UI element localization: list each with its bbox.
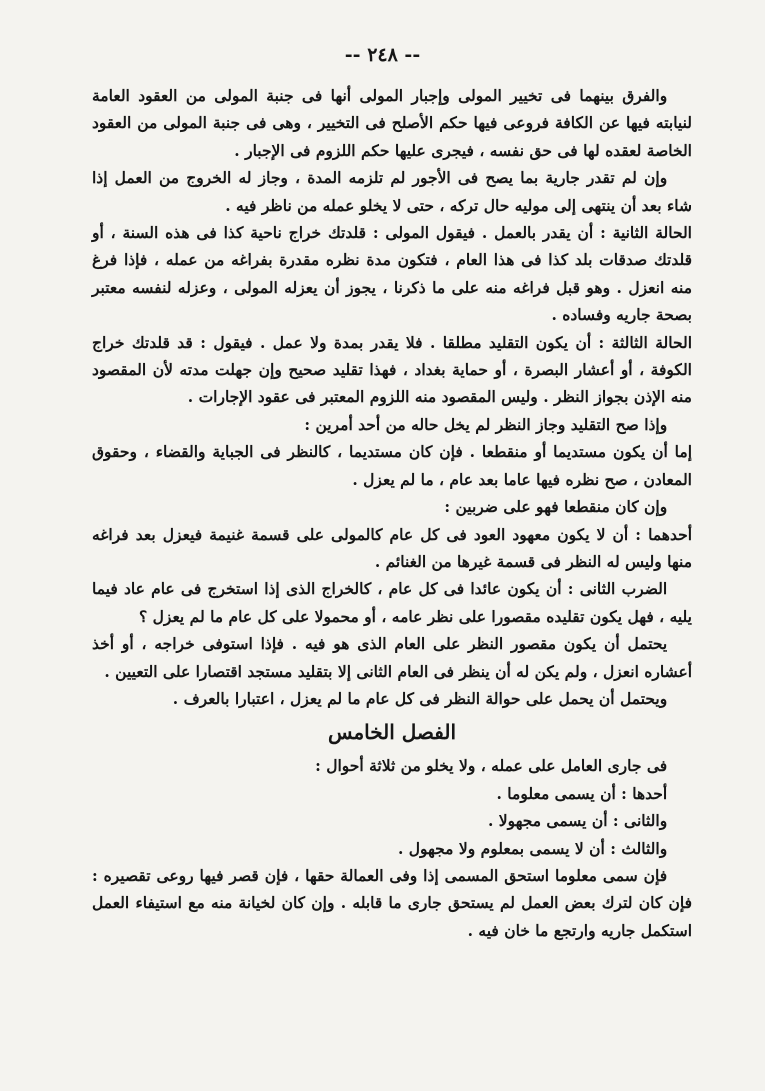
paragraph: ويحتمل أن يحمل على حوالة النظر فى كل عام ما لم يعزل ، اعتبارا بالعرف . <box>172 688 668 708</box>
paragraph: يحتمل أن يكون مقصور النظر على العام الذى هو فيه . فإذا استوفى خراجه ، أو أخذ أعشاره انعزل ، ولم يكن له أن ينظر فى العام الثانى إلا بتقليد مستجد اقتصارا على التعيين . <box>92 634 692 681</box>
section-heading: الفصل الخامس <box>327 720 457 745</box>
paragraph: وإذا صح التقليد وجاز النظر لم يخل حاله من أحد أمرين : <box>304 414 668 434</box>
paragraph: والفرق بينهما فى تخيير المولى وإجبار المولى أنها فى جنبة المولى من العقود العامة لنيابته فيها عن الكافة فروعى فيها حكم الأصلح فى التخيير ، وهى فى جنبة المولى من العقود الخاصة لعقده لها فى حق نفسه ، فيجرى عليها حكم اللزوم فى الإجبار . <box>92 86 692 160</box>
paragraph: الحالة الثانية : أن يقدر بالعمل . فيقول المولى : قلدتك خراج ناحية كذا فى هذه السنة ، أو قلدتك صدقات بلد كذا فى هذا العام ، فتكون مدة نظره مقدرة بفراغه من عمله ، فإذا فرغ منه انعزل . وهو قبل فراغه منه على ما ذكرنا ، يجوز أن يعزله المولى ، وعزله لنفسه معتبر بصحة جاريه وفساده . <box>92 223 692 325</box>
paragraph: وإن لم تقدر جارية بما يصح فى الأجور لم تلزمه المدة ، وجاز له الخروج من العمل إذا شاء بعد أن ينتهى إلى موليه حال تركه ، حتى لا يخلو عمله من ناظر فيه . <box>92 168 692 215</box>
paragraph: أحدهما : أن لا يكون معهود العود فى كل عام كالمولى على قسمة غنيمة فيعزل بعد فراغه منها وليس له النظر فى قسمة غيرها من الغنائم . <box>92 524 692 571</box>
document-body <box>92 82 692 944</box>
paragraph: إما أن يكون مستديما أو منقطعا . فإن كان مستديما ، كالنظر فى الجباية والقضاء ، وحقوق المعادن ، صح نظره فيها عاما بعد عام ، ما لم يعزل . <box>92 442 692 489</box>
paragraph: فى جارى العامل على عمله ، ولا يخلو من ثلاثة أحوال : <box>315 756 668 776</box>
paragraph: فإن سمى معلوما استحق المسمى إذا وفى العمالة حقها ، فإن قصر فيها روعى تقصيره : فإن كان لترك بعض العمل لم يستحق جارى ما قابله . وإن كان لخيانة منه مع استيفاء العمل استكمل جاريه وارتجع ما خان فيه . <box>92 865 692 940</box>
paragraph: الضرب الثانى : أن يكون عائدا فى كل عام ، كالخراج الذى إذا استخرج فى عام عاد فيما يليه ، فهل يكون تقليده مقصورا على نظر عامه ، أو محمولا على كل عام ما لم يعزل ؟ <box>92 579 692 626</box>
paragraph: الحالة الثالثة : أن يكون التقليد مطلقا . فلا يقدر بمدة ولا عمل . فيقول : قد قلدتك خراج الكوفة ، أو أعشار البصرة ، أو حماية بغداد ، فهذا تقليد صحيح وإن جهلت مدته لأن المقصود منه الإذن بجواز النظر . وليس المقصود منه اللزوم المعتبر فى عقود الإجارات . <box>92 332 692 407</box>
page-number: -- ٢٤٨ -- <box>344 44 421 66</box>
paragraph: والثالث : أن لا يسمى بمعلوم ولا مجهول . <box>397 838 668 858</box>
paragraph: أحدها : أن يسمى معلوما . <box>496 783 668 803</box>
paragraph: وإن كان منقطعا فهو على ضربين : <box>444 497 668 517</box>
paragraph: والثانى : أن يسمى مجهولا . <box>487 811 668 831</box>
